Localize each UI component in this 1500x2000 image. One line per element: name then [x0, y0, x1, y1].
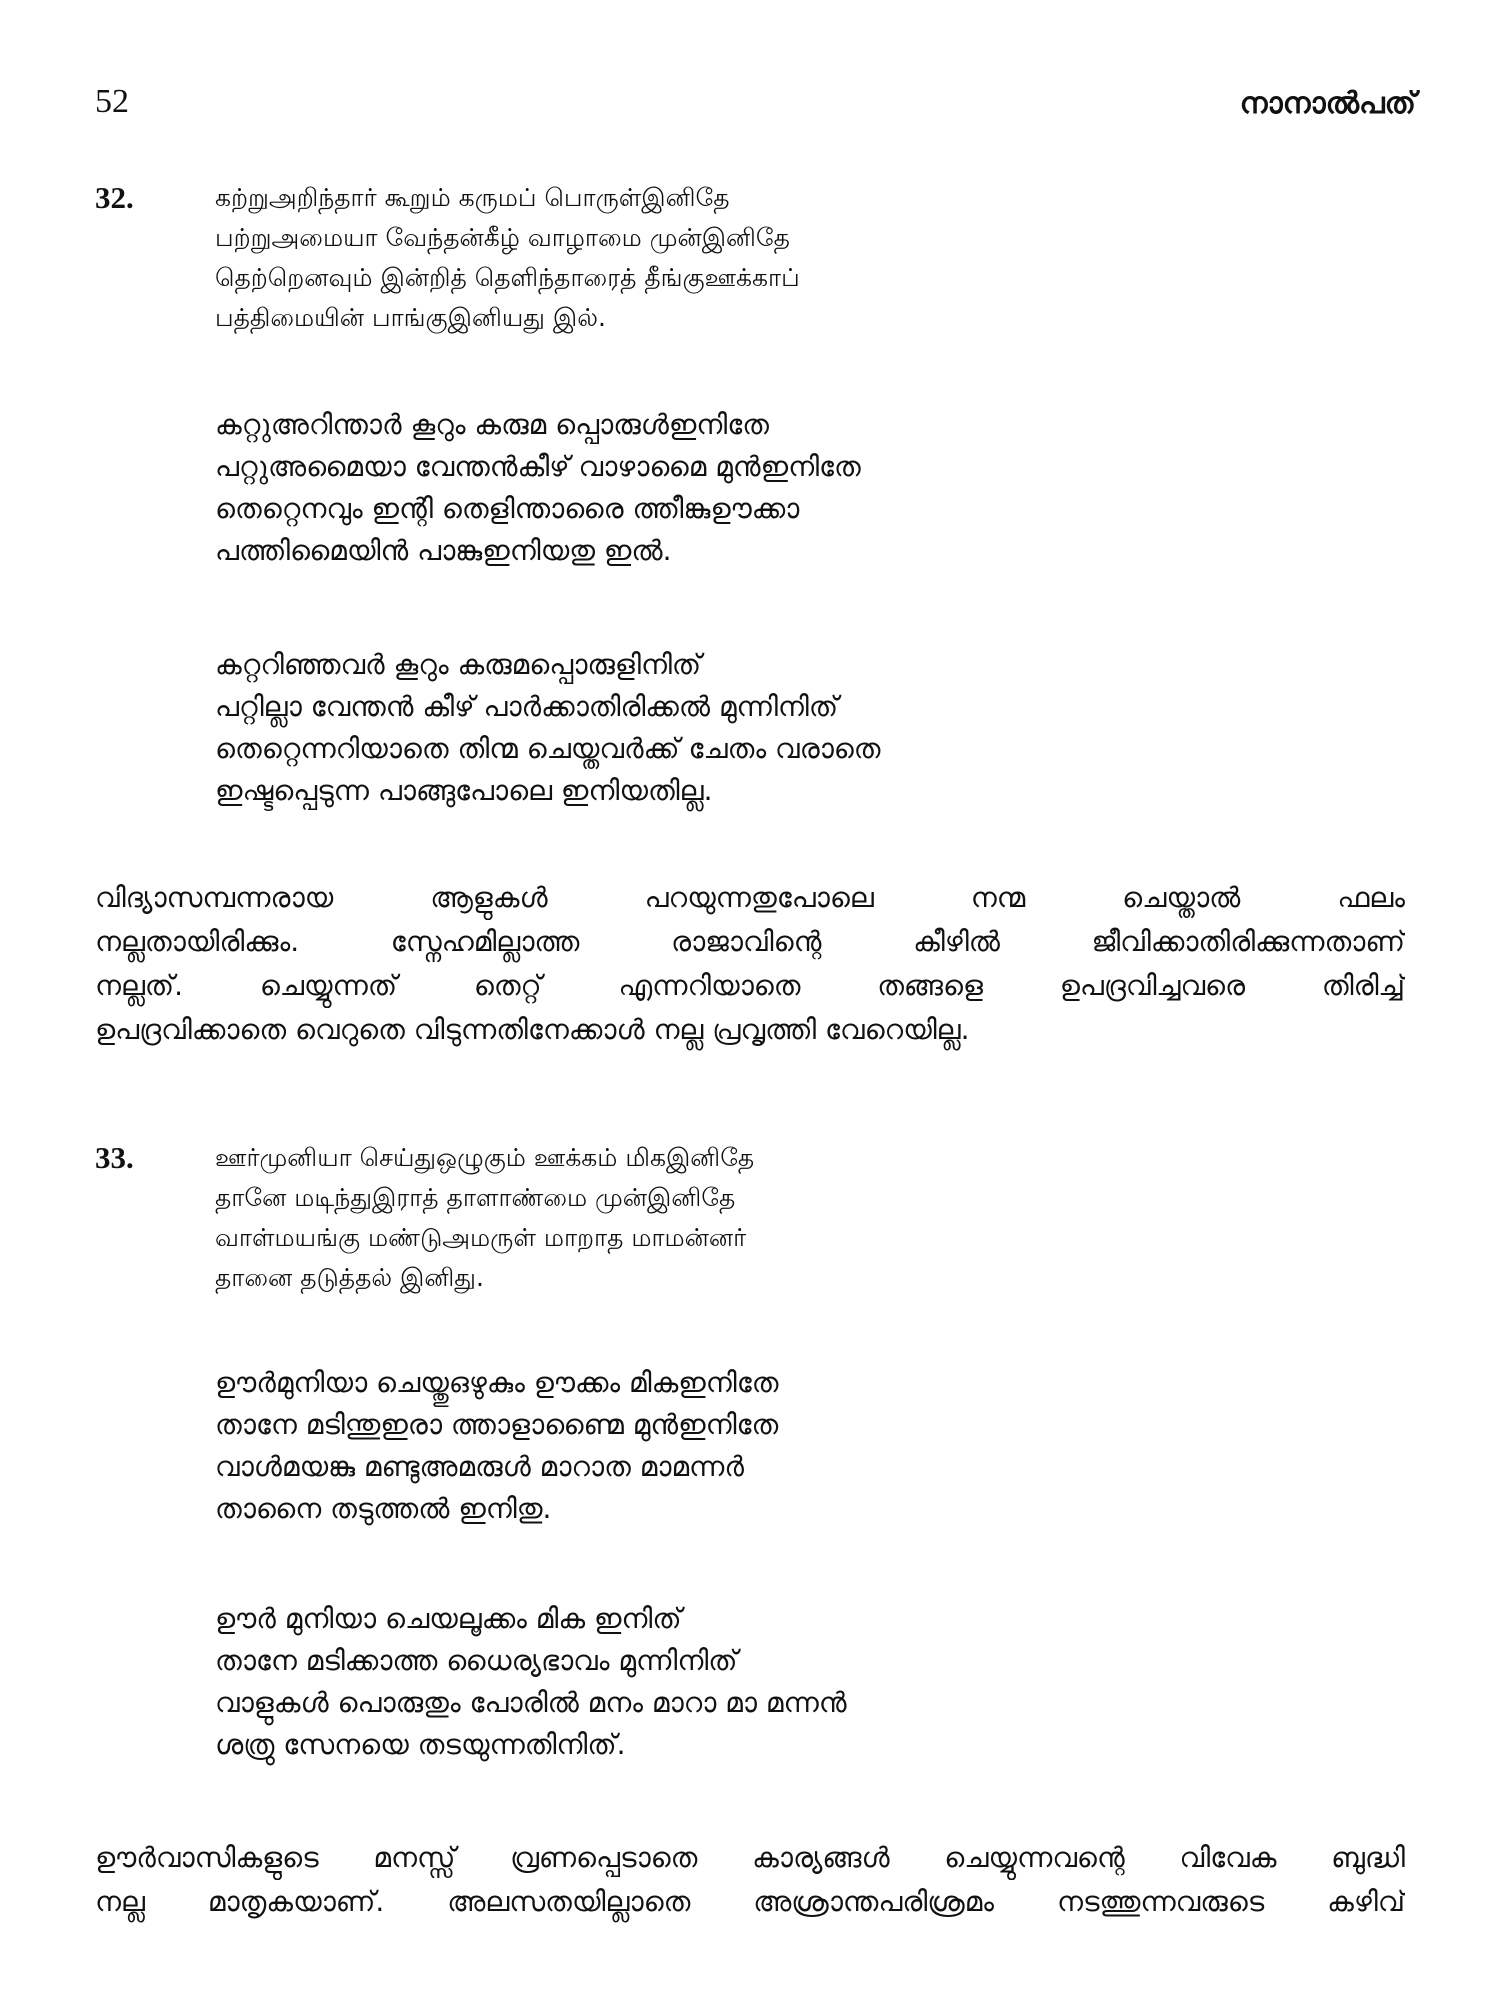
- transliteration-line: താനൈ തടുത്തൽ ഇനിതു.: [215, 1492, 552, 1525]
- explanation-line: നല്ലത്. ചെയ്യുന്നത് തെറ്റ് എന്നറിയാതെ തങ്ങളെ ഉപദ്രവിച്ചവരെ തിരിച്ച്: [95, 969, 1405, 1002]
- transliteration-verse: [215, 1362, 1395, 1530]
- tamil-line: கற்றுஅறிந்தார் கூறும் கருமப் பொருள்இனிதே: [215, 183, 730, 212]
- transliteration-line: താനേ മടിന്തുഇരാ ത്താളാണ്മൈ മുൻഇനിതേ: [215, 1408, 779, 1441]
- translation-line: പറ്റില്ലാ വേന്തൻ കീഴ് പാർക്കാതിരിക്കൽ മുന്നിനിത്: [215, 690, 839, 723]
- translation-line: താനേ മടിക്കാത്ത ധൈര്യഭാവം മുന്നിനിത്: [215, 1644, 738, 1677]
- translation-line: തെറ്റെന്നറിയാതെ തിന്മ ചെയ്തവർക്ക് ചേതം വരാതെ: [215, 732, 881, 765]
- transliteration-line: വാൾമയങ്കു മണ്ടുഅമരുൾ മാറാത മാമന്നർ: [215, 1450, 744, 1483]
- tamil-verse: [215, 1138, 1395, 1298]
- tamil-line: ஊர்முனியா செய்துஒழுகும் ஊக்கம் மிகஇனிதே: [215, 1143, 755, 1172]
- transliteration-line: തെറ്റെനവും ഇന്റി തെളിന്താരൈ ത്തീങ്കുഊക്കാ: [215, 492, 800, 525]
- translation-verse: [215, 644, 1395, 812]
- translation-line: കറ്ററിഞ്ഞവർ കൂറും കരുമപ്പൊരുളിനിത്: [215, 648, 702, 681]
- translation-line: വാളുകൾ പൊരുതും പോരിൽ മനം മാറാ മാ മന്നൻ: [215, 1686, 847, 1719]
- explanation-line: നല്ല മാതൃകയാണ്. അലസതയില്ലാതെ അശ്രാന്തപരിശ്രമം നടത്തുന്നവരുടെ കഴിവ്: [95, 1885, 1405, 1918]
- transliteration-line: ഊർമുനിയാ ചെയ്തുഒഴുകും ഊക്കം മികഇനിതേ: [215, 1366, 779, 1399]
- explanation-line: ഊർവാസികളുടെ മനസ്സ് വ്രണപ്പെടാതെ കാര്യങ്ങൾ ചെയ്യുന്നവന്റെ വിവേക ബുദ്ധി: [95, 1841, 1405, 1874]
- page-number: 52: [95, 83, 129, 120]
- translation-line: ഇഷ്ടപ്പെടുന്ന പാങ്ങുപോലെ ഇനിയതില്ല.: [215, 774, 713, 807]
- tamil-line: பற்றுஅமையா வேந்தன்கீழ் வாழாமை முன்இனிதே: [215, 223, 790, 252]
- tamil-line: பத்திமையின் பாங்குஇனியது இல்.: [215, 303, 606, 332]
- tamil-line: வாள்மயங்கு மண்டுஅமருள் மாறாத மாமன்னர்: [215, 1223, 747, 1252]
- running-title: നാനാൽപത്: [1239, 86, 1416, 121]
- verse-number: 33.: [95, 1140, 134, 1175]
- verse-number: 32.: [95, 180, 134, 215]
- translation-line: ഊർ മുനിയാ ചെയലൂക്കം മിക ഇനിത്: [215, 1602, 682, 1635]
- tamil-verse: [215, 178, 1395, 338]
- tamil-line: தானே மடிந்துஇராத் தாளாண்மை முன்இனிதே: [215, 1183, 736, 1212]
- explanation-paragraph: [95, 876, 1405, 1052]
- explanation-paragraph: [95, 1836, 1405, 1924]
- transliteration-line: പറ്റുഅമൈയാ വേന്തൻകീഴ് വാഴാമൈ മുൻഇനിതേ: [215, 450, 861, 483]
- tamil-line: தானை தடுத்தல் இனிது.: [215, 1263, 484, 1292]
- transliteration-line: കറ്റുഅറിന്താർ കൂറും കരുമ പ്പൊരുൾഇനിതേ: [215, 408, 769, 441]
- explanation-line: നല്ലതായിരിക്കും. സ്നേഹമില്ലാത്ത രാജാവിന്റെ കീഴിൽ ജീവിക്കാതിരിക്കുന്നതാണ്: [95, 925, 1405, 958]
- explanation-line: ഉപദ്രവിക്കാതെ വെറുതെ വിടുന്നതിനേക്കാൾ നല്ല പ്രവൃത്തി വേറെയില്ല.: [95, 1013, 970, 1046]
- translation-line: ശത്രു സേനയെ തടയുന്നതിനിത്.: [215, 1728, 626, 1761]
- translation-verse: [215, 1598, 1395, 1766]
- tamil-line: தெற்றெனவும் இன்றித் தெளிந்தாரைத் தீங்குஊக்காப்: [215, 263, 800, 292]
- transliteration-line: പത്തിമൈയിൻ പാങ്കുഇനിയതു ഇൽ.: [215, 534, 672, 567]
- transliteration-verse: [215, 404, 1395, 572]
- explanation-line: വിദ്യാസമ്പന്നരായ ആളുകൾ പറയുന്നതുപോലെ നന്മ ചെയ്താൽ ഫലം: [95, 881, 1405, 914]
